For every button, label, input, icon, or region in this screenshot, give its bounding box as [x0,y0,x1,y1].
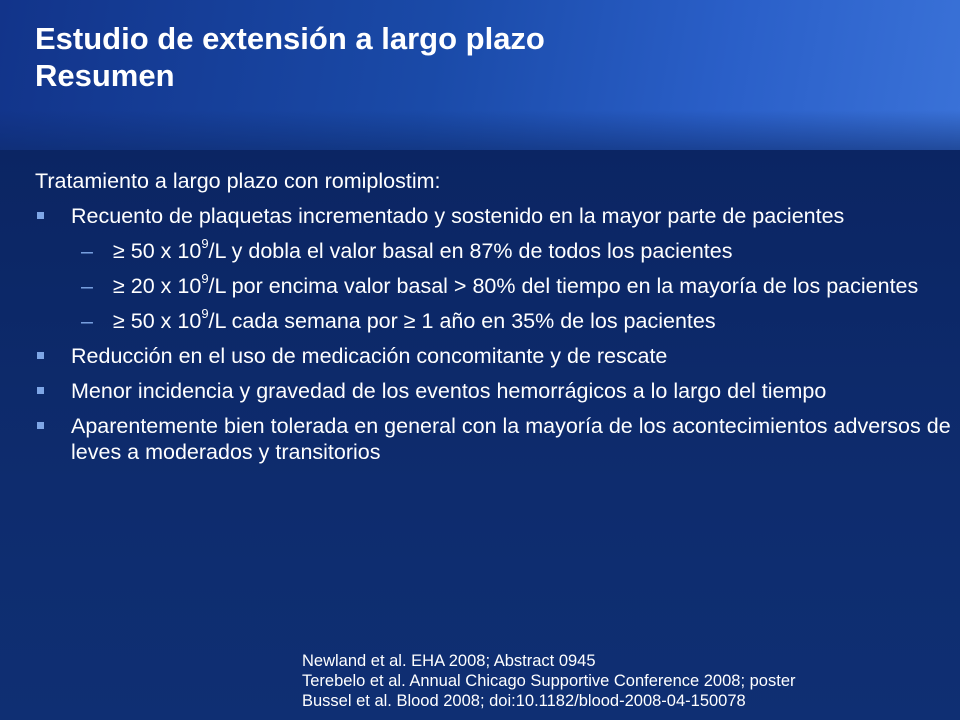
bullet-text: Reducción en el uso de medicación concomitante y de rescate [71,344,668,368]
sub-bullet-item [35,235,955,264]
sub-bullet-text [113,235,733,263]
intro-text: Tratamiento a largo plazo con romiplostim: [35,169,441,193]
square-bullet-icon [37,352,44,359]
bullet-text: Menor incidencia y gravedad de los eventos hemorrágicos a lo largo del tiempo [71,379,827,403]
square-bullet-icon [37,212,44,219]
slide-content [35,168,955,474]
reference-line: Terebelo et al. Annual Chicago Supportive Conference 2008; poster [302,672,796,690]
sub-text-pre: ≥ 50 x 10 [113,239,202,263]
sub-text-post: /L cada semana por ≥ 1 año en 35% de los pacientes [208,309,716,333]
square-bullet-icon [37,387,44,394]
sub-bullet-item [35,270,955,299]
bullet-text: Aparentemente bien tolerada en general con la mayoría de los acontecimientos adversos de leves a moderados y transitorios [71,414,951,464]
superscript: 9 [201,305,209,321]
bullet-item [35,378,955,404]
square-bullet-icon [37,422,44,429]
dash-bullet-icon: – [81,274,93,298]
title-line-2: Resumen [35,58,175,93]
title-line-1: Estudio de extensión a largo plazo [35,21,545,56]
sub-text-post: /L por encima valor basal > 80% del tiempo en la mayoría de los pacientes [208,274,919,298]
bullet-item [35,343,955,369]
bullet-text: Recuento de plaquetas incrementado y sostenido en la mayor parte de pacientes [71,204,845,228]
sub-bullet-item [35,305,955,334]
bullet-item [35,203,955,229]
dash-bullet-icon: – [81,309,93,333]
references [302,651,796,711]
sub-bullet-text [113,270,919,298]
sub-text-pre: ≥ 50 x 10 [113,309,202,333]
reference-line: Bussel et al. Blood 2008; doi:10.1182/blood-2008-04-150078 [302,692,746,710]
slide-title [35,20,935,94]
dash-bullet-icon: – [81,239,93,263]
bullet-item [35,413,955,465]
superscript: 9 [201,235,209,251]
superscript: 9 [201,270,209,286]
reference-line: Newland et al. EHA 2008; Abstract 0945 [302,652,596,670]
sub-text-post: /L y dobla el valor basal en 87% de todos los pacientes [208,239,733,263]
sub-bullet-text [113,305,716,333]
sub-text-pre: ≥ 20 x 10 [113,274,202,298]
